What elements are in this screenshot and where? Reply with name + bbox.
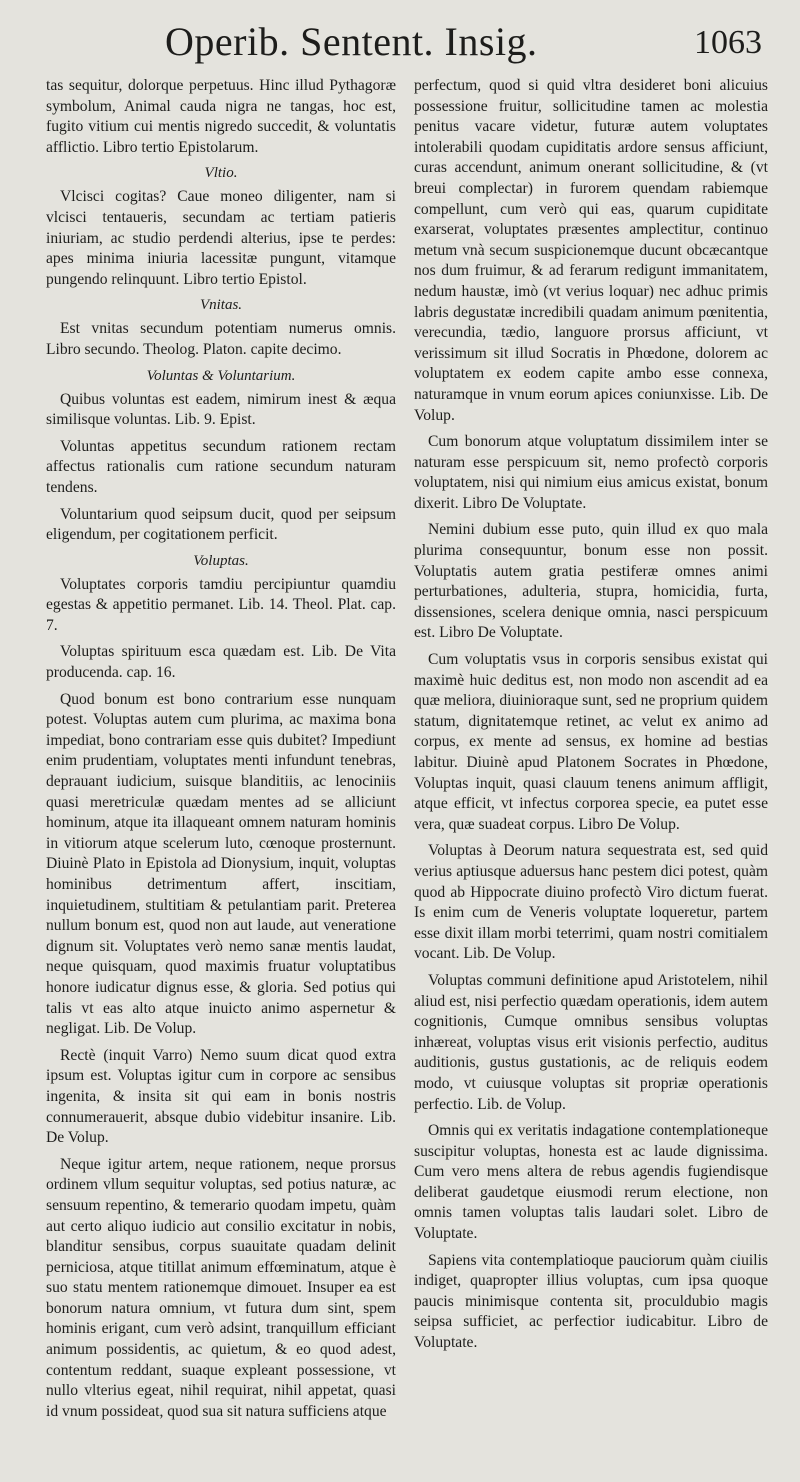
paragraph: Cum bonorum atque voluptatum dissimilem inter se naturam esse perspicuum sit, nemo profectò corporis voluptatem, nisi qui nimium eius amicus existat, bonum dixerit. Libro De Voluptate. <box>414 433 768 512</box>
paragraph: Cum voluptatis vsus in corporis sensibus existat qui maximè huic deditus est, non modo non ascendit ad ea quæ meliora, diuinioraque sunt, sed ne proprium quidem statum, dignitatemque retinet, ac velut ex animo ad corpus, ex mente ad sensus, ex homine ad bestias labitur. Diuinè apud Platonem Socrates in Phœdone, Voluptas inquit, quasi clauum tenens animum affligit, atque efficit, vt infectus corporea specie, ea putet esse vera, quæ suadeat corpus. Libro De Volup. <box>414 651 768 833</box>
paragraph: Voluntas appetitus secundum rationem rectam affectus rationalis cum ratione secundum naturam tendens. <box>46 437 396 496</box>
right-column <box>414 76 768 1360</box>
paragraph: Quod bonum est bono contrarium esse nunquam potest. Voluptas autem cum plurima, ac maxima bona impediat, bono contrariam esse quis dubitet? Impediunt enim prudentiam, voluptates menti infundunt tenebras, deprauant iudicium, suisque blanditiis, ac lenociniis quasi meretriculæ quædam mentes ad se alliciunt hominum, atque ita illaqueant omnem naturam hominis in vitiorum atque scelerum luto, cœnoque prosternunt. Diuinè Plato in Epistola ad Dionysium, inquit, voluptas hominibus detrimentum affert, inscitiam, inquietudinem, stultitiam & petulantiam parit. Preterea nullum bonum est, quod non aut laude, aut veneratione dignum sit. Voluptates verò nemo sanæ mentis laudat, neque quisquam, quod maximis fruatur voluptatibus honore iudicatur dignus esse, & gloria. Sed potius qui talis vt eas alto atque inuicto animo aspernetur & negligat. Lib. De Volup. <box>46 690 396 1038</box>
paragraph: tas sequitur, dolorque perpetuus. Hinc illud Pythagoræ symbolum, Animal cauda nigra ne tangas, hoc est, fugito vitium cui mentis nigredo succedit, & voluntatis afflictio. Libro tertio Epistolarum. <box>46 77 396 156</box>
paragraph: Voluptates corporis tamdiu percipiuntur quamdiu egestas & appetitio permanet. Lib. 14. Theol. Plat. cap. 7. <box>46 575 396 634</box>
paragraph: Voluptas spirituum esca quædam est. Lib. De Vita producenda. cap. 16. <box>46 643 396 682</box>
page-header <box>0 14 800 74</box>
paragraph: Voluntarium quod seipsum ducit, quod per seipsum eligendum, per cogitationem perficit. <box>46 505 396 544</box>
paragraph: Quibus voluntas est eadem, nimirum inest & æqua similisque voluntas. Lib. 9. Epist. <box>46 390 396 429</box>
paragraph: Neque igitur artem, neque rationem, neque prorsus ordinem vllum sequitur voluptas, sed potius naturæ, ac sensuum repentino, & temerario quodam impetu, quàm aut certo aliquo iudicio aut consilio excitatur in nobis, blanditur sensibus, corpus suauitate quadam delinit perniciosa, atque titillat animum effœminatum, atque è suo statu mentem rationemque dimouet. Insuper ea est bonorum natura omnium, vt futura dum sint, spem hominis erigant, cum verò adsint, tranquillum efficiant animum possidentis, ac quietum, & eo quod adest, contentum reddant, suaque expleant possessione, vt nullo vlterius egeat, nihil requirat, nihil appetat, quasi id vnum possideat, quod sua sit natura sufficiens atque <box>46 1155 396 1420</box>
paragraph: Nemini dubium esse puto, quin illud ex quo mala plurima consequuntur, bonum esse non possit. Voluptatis autem gratia pestiferæ omnes animi perturbationes, adulteria, stupra, homicidia, furta, dissensiones, scelera denique omnia, nasci perspicuum est. Libro De Voluptate. <box>414 521 768 642</box>
paragraph: Voluptas à Deorum natura sequestrata est, sed quid verius aptiusque aduersus hanc pestem dici potest, quàm quod ab Hippocrate diuino profectò Viro dictum fuerat. Is enim cum de Veneris voluptate loqueretur, partem esse dixit illam morbi teterrimi, quam nostri comitialem vocant. Lib. De Volup. <box>414 842 768 963</box>
paragraph: Sapiens vita contemplatioque pauciorum quàm ciuilis indiget, quapropter illius voluptas, cum ipsa quoque paucis minimisque contenta sit, proculdubio magis seipsa sufficiet, ac perfectior iudicabitur. Libro de Voluptate. <box>414 1251 768 1352</box>
paragraph: Rectè (inquit Varro) Nemo suum dicat quod extra ipsum est. Voluptas igitur cum in corpore ac sensibus ingenita, & insita sit qui eam in bonis nostris connumerauerit, absque dubio videbitur insanire. Lib. De Volup. <box>46 1046 396 1147</box>
section-heading: Voluntas & Voluntarium. <box>146 367 296 384</box>
paragraph: Voluptas communi definitione apud Aristotelem, nihil aliud est, nisi perfectio quædam operationis, idem autem cognitionis, Cumque omnibus sensibus voluptas inhæreat, voluptas visus erit visionis perfectio, auditus auditionis, gustus gustationis, ac de reliquis eodem modo, vt cuiusque voluptas sit propriæ operationis perfectio. Lib. de Volup. <box>414 971 768 1113</box>
running-title: Operib. Sentent. Insig. <box>165 19 538 64</box>
paragraph: Vlcisci cogitas? Caue moneo diligenter, nam si vlcisci tentaueris, secundam ac tertiam patieris iniuriam, ac studio perdendi alterius, ipse te perdes: apes minima iniuria lacessitæ pungunt, vitamque pungendo relinquunt. Libro tertio Epistol. <box>46 188 396 288</box>
paragraph: Omnis qui ex veritatis indagatione contemplationeque suscipitur voluptas, honesta est ac laude dignissima. Cum vero mens altera de rebus agendis fugiendisque deliberat gaudetque eiusmodi rerum electione, non omnis tamen voluptas talis laudari solet. Libro de Voluptate. <box>414 1122 768 1243</box>
paragraph: perfectum, quod si quid vltra desideret boni alicuius possessione fruitur, sollicitudine tamen ac molestia penitus vacare videtur, futuræ autem voluptates intolerabili quodam cupiditatis ardore sensus afficiunt, curas accendunt, animum onerant sollicitudine, & (vt breui complectar) in furorem quendam rabiemque compellunt, cum verò qui eas, quarum cupiditate exarserat, voluptates præsentes amplectitur, continuo metum vnà secum suspicionemque ducunt obcæcantque nos dum fruimur, & ad ferarum redigunt immanitatem, nedum haustæ, imò (vt verius loquar) nec adhuc primis labris degustatæ incredibili quadam animum pœnitentia, verecundia, tædio, languore prorsus afficiunt, vt verissimum sit illud Socratis in Phœdone, dolorem ac voluptatem ex eodem capite ambo esse connexa, naturamque in vnum eorum apices coniunxisse. Lib. De Volup. <box>414 77 768 424</box>
section-heading: Vltio. <box>204 165 238 182</box>
left-column <box>46 76 396 1428</box>
section-heading: Vnitas. <box>199 297 243 314</box>
section-heading: Voluptas. <box>193 552 249 569</box>
page-number: 1063 <box>694 24 762 61</box>
paragraph: Est vnitas secundum potentiam numerus omnis. Libro secundo. Theolog. Platon. capite decimo. <box>46 320 396 358</box>
